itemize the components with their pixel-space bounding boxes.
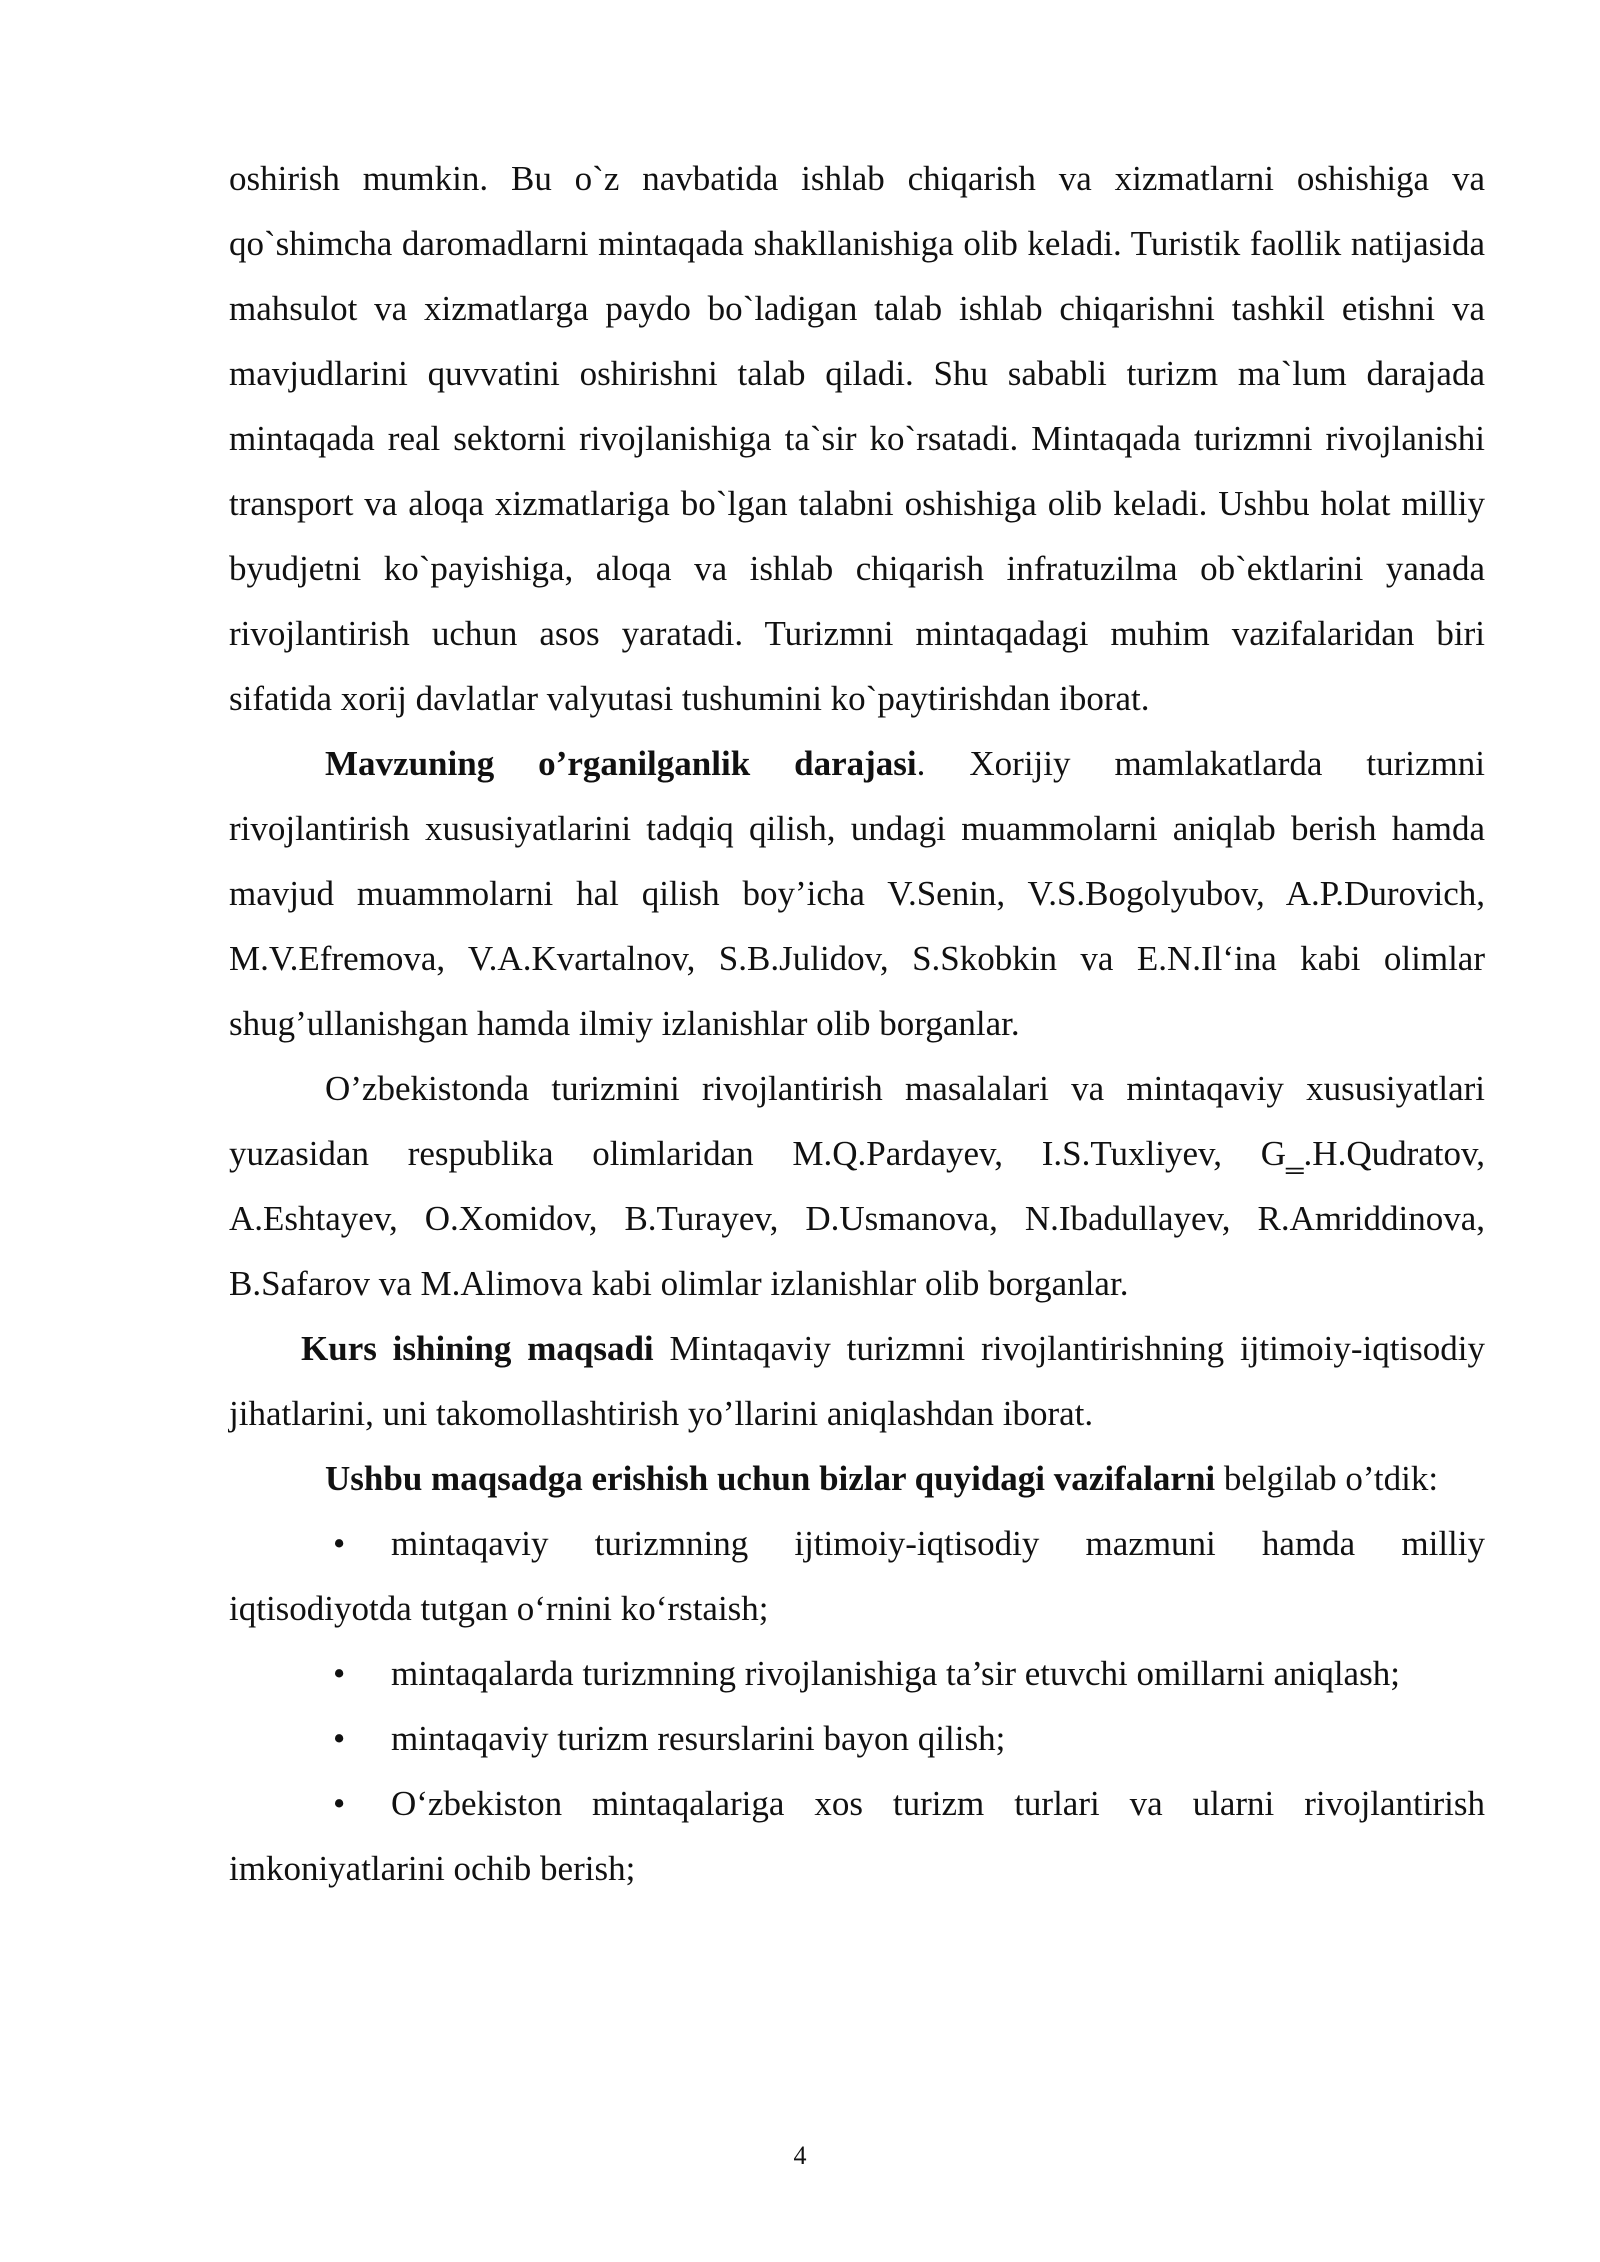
bullet-icon: • [333,1784,346,1823]
task-text: O‘zbekiston mintaqalariga xos turizm turlari va ularni rivojlantirish imkoniyatlarini ochib berish; [229,1784,1485,1888]
task-list-item [229,1641,1485,1706]
task-text: mintaqaviy turizmning ijtimoiy-iqtisodiy mazmuni hamda milliy iqtisodiyotda tutgan o‘rnini ko‘rstaish; [229,1524,1485,1628]
task-text: mintaqalarda turizmning rivojlanishiga ta’sir etuvchi omillarni aniqlash; [391,1654,1400,1693]
task-list-item [229,1511,1485,1641]
task-text: mintaqaviy turizm resurslarini bayon qilish; [391,1719,1006,1758]
tasks-intro-text: belgilab o’tdik: [1215,1459,1439,1498]
bullet-icon: • [333,1719,346,1758]
paragraph-1: oshirish mumkin. Bu o`z navbatida ishlab chiqarish va xizmatlarni oshishiga va qo`shimcha daromadlarni mintaqada shakllanishiga olib keladi. Turistik faollik natijasida mahsulot va xizmatlarga paydo bo`ladigan talab ishlab chiqarishni tashkil etishni va mavjudlarini quvvatini oshirishni talab qiladi. Shu sababli turizm ma`lum darajada mintaqada real sektorni rivojlanishiga ta`sir ko`rsatadi. Mintaqada turizmni rivojlanishi transport va aloqa xizmatlariga bo`lgan talabni oshishiga olib keladi. Ushbu holat milliy byudjetni ko`payishiga, aloqa va ishlab chiqarish infratuzilma ob`ektlarini yanada rivojlantirish uchun asos yaratadi. Turizmni mintaqadagi muhim vazifalaridan biri sifatida xorij davlatlar valyutasi tushumini ko`paytirishdan iborat. [229,159,1485,718]
page-number: 4 [793,2141,807,2170]
tasks-intro-heading: Ushbu maqsadga erishish uchun bizlar quyidagi vazifalarni [325,1459,1216,1498]
bullet-icon: • [333,1654,346,1693]
study-level-heading: Mavzuning o’rganilganlik darajasi [325,744,917,783]
task-list-item [229,1771,1485,1901]
study-level-text: . Xorijiy mamlakatlarda turizmni rivojlantirish xususiyatlarini tadqiq qilish, undagi muammolarni aniqlab berish hamda mavjud muammolarni hal qilish boy’icha V.Senin, V.S.Bogolyubov, A.P.Durovich, M.V.Efremova, V.A.Kvartalnov, S.B.Julidov, S.Skobkin va E.N.Il‘ina kabi olimlar shug’ullanishgan hamda ilmiy izlanishlar olib borganlar. [229,744,1486,1043]
paragraph-uzbek-scholars: O’zbekistonda turizmini rivojlantirish masalalari va mintaqaviy xususiyatlari yuzasidan respublika olimlaridan M.Q.Pardayev, I.S.Tuxliyev, G‗.H.Qudratov, A.Eshtayev, O.Xomidov, B.Turayev, D.Usmanova, N.Ibadullayev, R.Amriddinova, B.Safarov va M.Alimova kabi olimlar izlanishlar olib borganlar. [229,1069,1485,1303]
task-list-item [229,1706,1485,1771]
course-goal-heading: Kurs ishining maqsadi [301,1329,654,1368]
paragraph-study-level [229,731,1485,1056]
document-page [229,146,1485,1901]
paragraph-tasks-intro [229,1446,1485,1511]
bullet-icon: • [333,1524,346,1563]
course-goal-text: Mintaqaviy turizmni rivojlantirishning ijtimoiy-iqtisodiy jihatlarini, uni takomollashtirish yo’llarini aniqlashdan iborat. [229,1329,1485,1433]
paragraph-course-goal [229,1316,1485,1446]
